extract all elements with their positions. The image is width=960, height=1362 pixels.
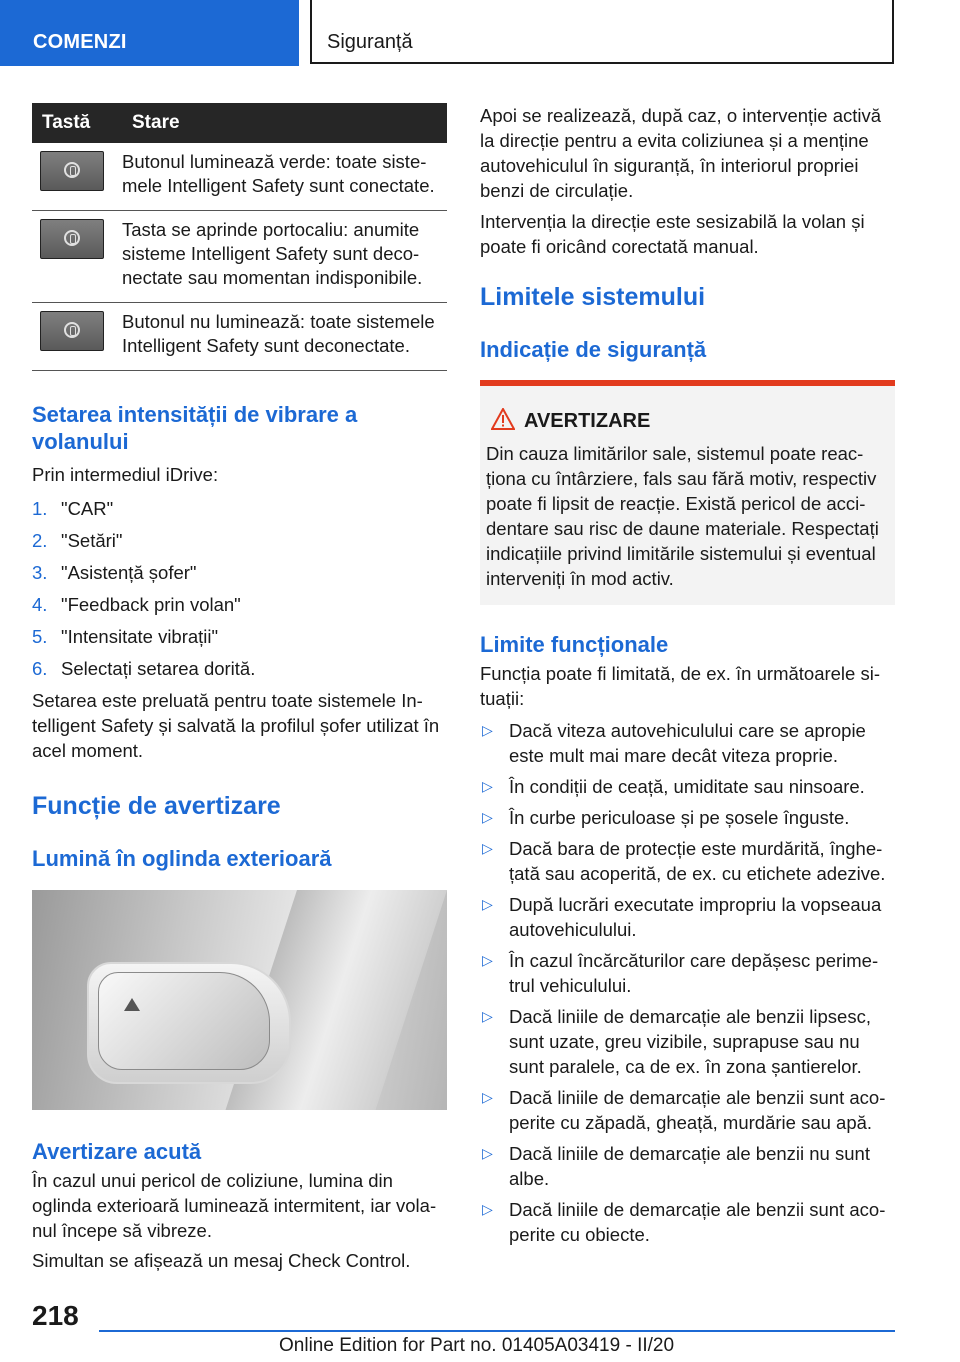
bullet-triangle-icon: ▷: [482, 1008, 493, 1024]
section-title: COMENZI: [33, 31, 127, 53]
check-control-text: Simultan se afișează un mesaj Check Control.: [32, 1250, 411, 1271]
warning-box: [480, 380, 895, 605]
bullet-triangle-icon: ▷: [482, 778, 493, 794]
left-column: [32, 103, 447, 1273]
mirror-light-heading: Lumină în oglinda exterioară: [32, 846, 332, 871]
list-item: ▷ Dacă liniile de demarcație ale benzii sunt aco-perite cu obiecte.: [482, 1199, 886, 1245]
list-item: ▷ Dacă viteza autovehiculului care se apropie este mult mai mare decât viteza proprie.: [482, 720, 866, 766]
list-item: ▷ În condiții de ceață, umiditate sau ninsoare.: [482, 776, 865, 797]
list-item: ▷ Dacă bara de protecție este murdărită, înghe-țată sau acoperită, de ex. cu etichete adezive.: [482, 838, 886, 884]
acute-warning-text: În cazul unui pericol de coliziune, lumina din oglinda exterioară luminează intermitent, iar vola-nul începe să vibreze.: [32, 1170, 437, 1241]
warning-text: Din cauza limitărilor sale, sistemul poate reac-ționa cu întârziere, fals sau fără motiv, respectiv poate fi lipsit de reacție. Există pericol de acci-dentare sau risc de daune materiale. Respectați indicațiile privind limitările sistemului și eventual interveniți în mod activ.: [486, 443, 879, 589]
vibration-outro: Setarea este preluată pentru toate sistemele In-telligent Safety și salvată la profilul șofer utilizat în acel moment.: [32, 690, 440, 761]
bullet-triangle-icon: ▷: [482, 1145, 493, 1161]
list-item: ▷ Dacă liniile de demarcație ale benzii lipsesc, sunt uzate, greu vizibile, suprapuse sau nu sunt paralele, ca de ex. în zona șantierelor.: [482, 1006, 871, 1077]
bullet-triangle-icon: ▷: [482, 840, 493, 856]
bullet-triangle-icon: ▷: [482, 952, 493, 968]
mirror-warning-triangle-icon: [124, 998, 140, 1011]
chapter-title: Siguranță: [327, 31, 413, 53]
page-number: 218: [32, 1300, 79, 1331]
list-item: ▷ După lucrări executate impropriu la vopseaua autovehiculului.: [482, 894, 882, 940]
intervention-correction-text: Intervenția la direcție este sesizabilă la volan și poate fi oricând corectată manual.: [480, 211, 865, 257]
warning-function-heading: Funcție de avertizare: [32, 792, 281, 820]
intelligent-safety-button-icon: [40, 311, 104, 351]
list-item: 3. "Asistență șofer": [32, 562, 197, 583]
bullet-triangle-icon: ▷: [482, 1201, 493, 1217]
functional-limits-intro: Funcția poate fi limitată, de ex. în următoarele si-tuații:: [480, 663, 880, 709]
list-item: 5. "Intensitate vibrații": [32, 626, 219, 647]
functional-limits-heading: Limite funcționale: [480, 632, 669, 657]
table-cell-state: Butonul nu luminează: toate sistemele Intelligent Safety sunt deconectate.: [122, 303, 447, 371]
list-item: 4. "Feedback prin volan": [32, 594, 241, 615]
bullet-triangle-icon: ▷: [482, 722, 493, 738]
table-row: [32, 143, 447, 211]
warning-title: AVERTIZARE: [524, 410, 651, 432]
vibration-intro: Prin intermediul iDrive:: [32, 464, 219, 485]
list-item: ▷ Dacă liniile de demarcație ale benzii sunt aco-perite cu zăpadă, gheață, murdărie sau apă.: [482, 1087, 886, 1133]
section-tab: [0, 0, 299, 66]
edition-footer: Online Edition for Part no. 01405A03419 - II/20: [279, 1335, 675, 1356]
safety-note-heading: Indicație de siguranță: [480, 337, 707, 362]
bullet-triangle-icon: ▷: [482, 1089, 493, 1105]
intelligent-safety-button-icon: [40, 151, 104, 191]
list-item: ▷ În cazul încărcăturilor care depășesc perime-trul vehiculului.: [482, 950, 879, 996]
bullet-triangle-icon: ▷: [482, 896, 493, 912]
table-header-row: [32, 103, 447, 143]
key-state-table: [32, 103, 447, 371]
col-state-header: Stare: [122, 103, 447, 143]
system-limits-heading: Limitele sistemului: [480, 283, 706, 311]
table-cell-state: Tasta se aprinde portocaliu: anumite sisteme Intelligent Safety sunt deco-nectate sau momentan indisponibile.: [122, 211, 447, 303]
intelligent-safety-button-icon: [40, 219, 104, 259]
col-key-header: Tastă: [32, 103, 122, 143]
acute-warning-heading: Avertizare acută: [32, 1139, 202, 1164]
vibration-heading: Setarea intensității de vibrare a volanului: [32, 402, 358, 454]
list-item: 2. "Setări": [32, 530, 123, 551]
right-column: [480, 103, 895, 1253]
chapter-tab: [310, 0, 894, 64]
table-cell-state: Butonul luminează verde: toate siste-mele Intelligent Safety sunt conectate.: [122, 143, 447, 211]
list-item: 1. "CAR": [32, 498, 114, 519]
table-row: [32, 303, 447, 371]
list-item: ▷ În curbe periculoase și pe șosele înguste.: [482, 807, 850, 828]
bullet-triangle-icon: ▷: [482, 809, 493, 825]
functional-limits-list: [480, 718, 895, 1247]
list-item: ▷ Dacă liniile de demarcație ale benzii nu sunt albe.: [482, 1143, 870, 1189]
table-row: [32, 211, 447, 303]
list-item: 6. Selectați setarea dorită.: [32, 658, 256, 679]
vibration-steps: [32, 496, 447, 681]
intervention-text: Apoi se realizează, după caz, o intervenție activă la direcție pentru a evita coliziunea și a menține autovehiculul în siguranță, în interiorul propriei benzi de circulație.: [480, 105, 882, 201]
warning-triangle-icon: [491, 408, 515, 430]
footer-divider: [99, 1330, 895, 1332]
exterior-mirror-image: [32, 890, 447, 1110]
